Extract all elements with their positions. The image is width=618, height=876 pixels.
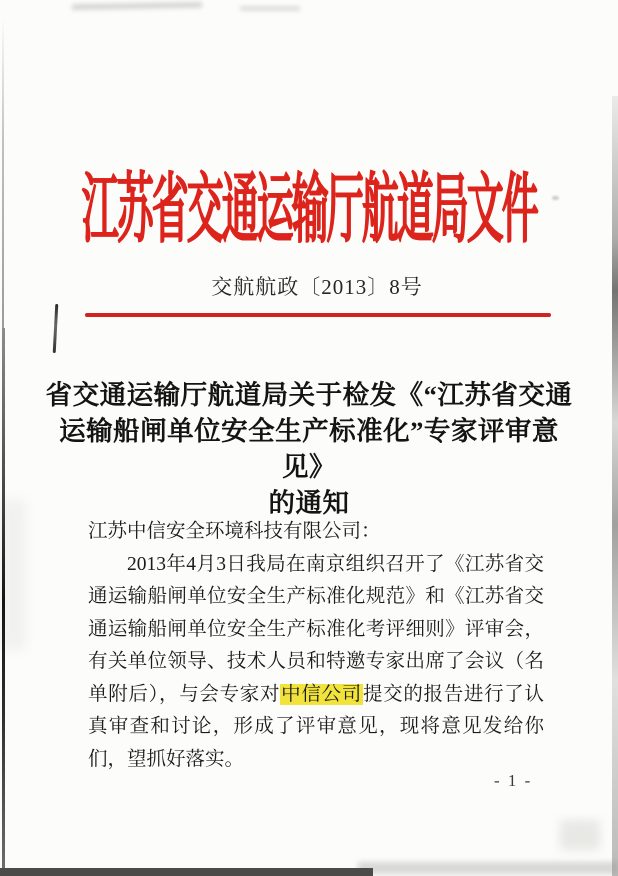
scan-edge-left (2, 328, 5, 876)
document-body (88, 516, 544, 776)
scan-smudge (560, 820, 600, 850)
document-masthead: 江苏省交通运输厅航道局文件 (81, 168, 537, 255)
highlighted-text: 中信公司 (281, 683, 362, 705)
document-title (40, 377, 578, 521)
recipient-line: 江苏中信安全环境科技有限公司： (88, 521, 381, 542)
scan-smudge (240, 6, 300, 11)
scan-edge-left (2, 18, 4, 328)
document-number: 交航航政〔2013〕8号 (211, 275, 423, 299)
scan-edge-right (612, 96, 618, 876)
body-paragraph (88, 549, 544, 777)
document-title-line: 运输船闸单位安全生产标准化”专家评审意见》 (59, 416, 559, 482)
scan-smudge (72, 2, 202, 10)
document-title-line: 省交通运输厅航道局关于检发《“江苏省交通 (45, 380, 573, 410)
scan-edge-bottom (358, 862, 618, 874)
paragraph-text-before-highlight: 2013年4月3日我局在南京组织召开了《江苏省交通运输船闸单位安全生产标准化规范》和《江苏省交通运输船闸单位安全生产标准化考评细则》评审会，有关单位领导、技术人员和特邀专家出席了会议（名单附后），与会专家对 (88, 553, 544, 705)
page-number: - 1 - (494, 771, 533, 790)
document-title-line: 的通知 (268, 488, 350, 518)
paragraph-text-after-highlight: 提交的报告进行了认真审查和讨论，形成了评审意见，现将意见发给你们，望抓好落实。 (88, 683, 544, 770)
scan-edge-bottom (0, 868, 373, 876)
red-separator-line (85, 313, 551, 317)
pen-mark (53, 304, 59, 353)
